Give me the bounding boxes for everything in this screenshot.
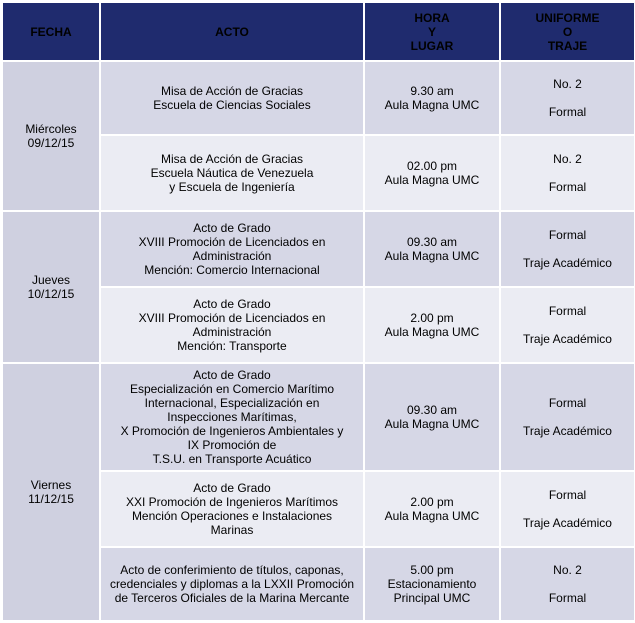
- date-cell: Jueves 10/12/15: [2, 211, 100, 363]
- acto-cell: Misa de Acción de Gracias Escuela Náutica de Venezuela y Escuela de Ingeniería: [100, 135, 364, 211]
- uniforme-cell: No. 2 Formal: [500, 61, 635, 135]
- date-cell: Viernes 11/12/15: [2, 363, 100, 621]
- acto-cell: Acto de Grado XVIII Promoción de Licenciados en Administración Mención: Transporte: [100, 287, 364, 363]
- header-row: [2, 2, 635, 61]
- hora-lugar-cell: 09.30 am Aula Magna UMC: [364, 363, 500, 471]
- header-uniforme: UNIFORME O TRAJE: [500, 2, 635, 61]
- date-cell: Miércoles 09/12/15: [2, 61, 100, 211]
- acto-cell: Acto de Grado Especialización en Comercio Marítimo Internacional, Especialización en Inspecciones Marítimas, X Promoción de Ingenieros Ambientales y IX Promoción de T.S.U. en Transporte Acuático: [100, 363, 364, 471]
- uniforme-cell: Formal Traje Académico: [500, 287, 635, 363]
- uniforme-cell: Formal Traje Académico: [500, 363, 635, 471]
- hora-lugar-cell: 5.00 pm Estacionamiento Principal UMC: [364, 547, 500, 621]
- acto-cell: Misa de Acción de Gracias Escuela de Ciencias Sociales: [100, 61, 364, 135]
- acto-cell: Acto de Grado XVIII Promoción de Licenciados en Administración Mención: Comercio Internacional: [100, 211, 364, 287]
- hora-lugar-cell: 9.30 am Aula Magna UMC: [364, 61, 500, 135]
- table-row: [2, 211, 635, 287]
- hora-lugar-cell: 02.00 pm Aula Magna UMC: [364, 135, 500, 211]
- hora-lugar-cell: 2.00 pm Aula Magna UMC: [364, 287, 500, 363]
- schedule-table: [1, 1, 635, 622]
- acto-cell: Acto de conferimiento de títulos, caponas, credenciales y diplomas a la LXXII Promoción de Terceros Oficiales de la Marina Mercante: [100, 547, 364, 621]
- uniforme-cell: Formal Traje Académico: [500, 471, 635, 547]
- table-row: [2, 61, 635, 135]
- header-hora-lugar: HORA Y LUGAR: [364, 2, 500, 61]
- uniforme-cell: No. 2 Formal: [500, 135, 635, 211]
- hora-lugar-cell: 2.00 pm Aula Magna UMC: [364, 471, 500, 547]
- uniforme-cell: No. 2 Formal: [500, 547, 635, 621]
- acto-cell: Acto de Grado XXI Promoción de Ingenieros Marítimos Mención Operaciones e Instalaciones Marinas: [100, 471, 364, 547]
- header-fecha: FECHA: [2, 2, 100, 61]
- hora-lugar-cell: 09.30 am Aula Magna UMC: [364, 211, 500, 287]
- table-row: [2, 363, 635, 471]
- uniforme-cell: Formal Traje Académico: [500, 211, 635, 287]
- header-acto: ACTO: [100, 2, 364, 61]
